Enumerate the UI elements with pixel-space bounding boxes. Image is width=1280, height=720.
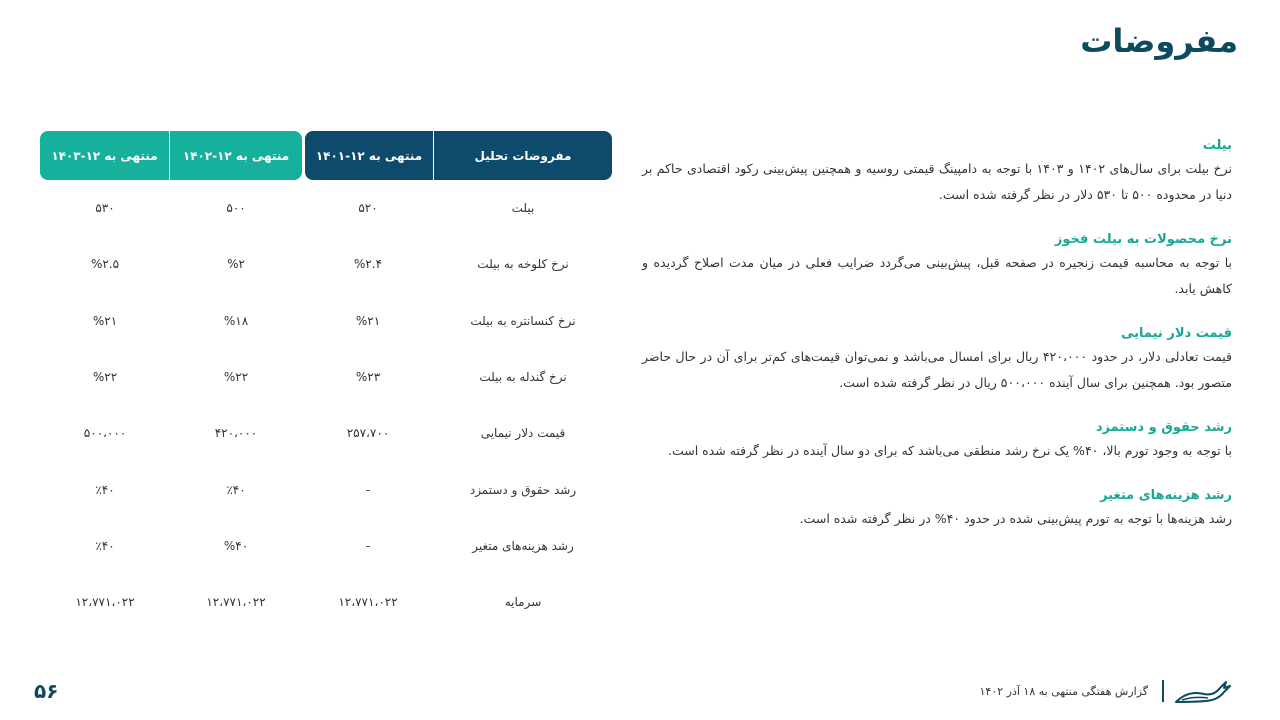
cell-1403: ۱۲،۷۷۱،۰۲۲	[75, 595, 135, 610]
cell-1403: ۵۳۰	[95, 201, 115, 216]
cell-1403: ۵۰۰،۰۰۰	[83, 426, 127, 441]
table-row	[40, 180, 612, 236]
note-title: رشد هزینه‌های متغیر	[1100, 488, 1232, 503]
note-wage-growth	[642, 418, 1232, 464]
cell-1403: %۲۱	[92, 313, 118, 328]
cell-1401: %۲.۴	[353, 257, 383, 272]
note-title: رشد حقوق و دستمزد	[1095, 420, 1232, 435]
note-title: بیلت	[1202, 138, 1232, 153]
row-label: رشد حقوق و دستمزد	[469, 482, 577, 497]
cell-1402: ۱۲،۷۷۱،۰۲۲	[206, 595, 266, 610]
page-title: مفروضات	[1080, 22, 1238, 60]
cell-1401: -	[365, 482, 371, 497]
cell-1402: ۴۲۰،۰۰۰	[214, 426, 258, 441]
cell-1402: %۱۸	[223, 313, 249, 328]
row-label: رشد هزینه‌های متغیر	[472, 538, 574, 553]
horse-logo-icon	[1174, 676, 1232, 706]
assumptions-table	[40, 131, 612, 630]
footer	[980, 676, 1232, 706]
cell-1402: ۵۰۰	[226, 201, 246, 216]
table-header-row	[40, 131, 612, 180]
note-product-ratio	[642, 230, 1232, 302]
row-label: سرمایه	[504, 595, 542, 610]
table-row	[40, 574, 612, 630]
note-body: قیمت تعادلی دلار، در حدود ۴۲۰،۰۰۰ ریال برای امسال می‌باشد و نمی‌توان قیمت‌های کم‌تر برای آن در حال حاضر متصور بود. همچنین برای سال آینده ۵۰۰،۰۰۰ ریال در نظر گرفته شده است.	[642, 349, 1232, 390]
footer-divider	[1162, 680, 1164, 702]
table-row	[40, 236, 612, 292]
note-title: قیمت دلار نیمایی	[1120, 326, 1232, 341]
row-label: نرخ کنسانتره به بیلت	[470, 313, 576, 328]
table-row	[40, 405, 612, 461]
header-assumptions: مفروضات تحلیل	[434, 131, 612, 180]
header-1403: منتهی به ۱۲-۱۴۰۳	[40, 131, 170, 180]
cell-1402: %۲	[227, 257, 245, 272]
page-number: ۵۶	[34, 679, 59, 703]
cell-1401: -	[365, 538, 371, 553]
cell-1403: ٪۴۰	[95, 482, 115, 497]
note-body: با توجه به محاسبه قیمت زنجیره در صفحه قبل، پیش‌بینی می‌گردد ضرایب فعلی در میان مدت اصلاح گردیده و کاهش یابد.	[642, 255, 1232, 296]
cell-1401: ۵۲۰	[358, 201, 378, 216]
note-body: با توجه به وجود تورم بالا، ۴۰% یک نرخ رشد منطقی می‌باشد که برای دو سال آینده در نظر گرفته شده است.	[667, 443, 1232, 458]
table-row	[40, 518, 612, 574]
header-1402: منتهی به ۱۲-۱۴۰۲	[170, 131, 302, 180]
cell-1403: %۲۲	[92, 370, 118, 385]
assumption-notes	[642, 136, 1232, 554]
cell-1402: %۲۲	[223, 370, 249, 385]
note-body: نرخ بیلت برای سال‌های ۱۴۰۲ و ۱۴۰۳ با توجه به دامپینگ قیمتی روسیه و همچنین پیش‌بینی رکود اقتصادی حاکم بر دنیا در محدوده ۵۰۰ تا ۵۳۰ دلار در نظر گرفته شده است.	[642, 161, 1232, 202]
cell-1403: ٪۴۰	[95, 538, 115, 553]
row-label: بیلت	[511, 201, 535, 216]
cell-1401: ۲۵۷،۷۰۰	[346, 426, 390, 441]
note-body: رشد هزینه‌ها با توجه به تورم پیش‌بینی شده در حدود ۴۰% در نظر گرفته شده است.	[799, 511, 1232, 526]
cell-1402: ٪۴۰	[226, 482, 246, 497]
cell-1401: %۲۱	[355, 313, 381, 328]
note-nima-dollar	[642, 324, 1232, 396]
footer-report-label: گزارش هفتگی منتهی به ۱۸ آذر ۱۴۰۲	[979, 684, 1148, 698]
table-row	[40, 461, 612, 517]
table-row	[40, 293, 612, 349]
cell-1401: ۱۲،۷۷۱،۰۲۲	[338, 595, 398, 610]
row-label: نرخ کلوخه به بیلت	[477, 257, 569, 272]
cell-1403: %۲.۵	[90, 257, 120, 272]
cell-1401: %۲۳	[355, 370, 381, 385]
table-row	[40, 349, 612, 405]
row-label: نرخ گندله به بیلت	[479, 370, 567, 385]
cell-1402: %۴۰	[223, 538, 249, 553]
note-variable-cost-growth	[642, 486, 1232, 532]
note-title: نرخ محصولات به بیلت فخوز	[1054, 232, 1232, 247]
header-1401: منتهی به ۱۲-۱۴۰۱	[305, 131, 434, 180]
row-label: قیمت دلار نیمایی	[480, 426, 566, 441]
note-billet	[642, 136, 1232, 208]
